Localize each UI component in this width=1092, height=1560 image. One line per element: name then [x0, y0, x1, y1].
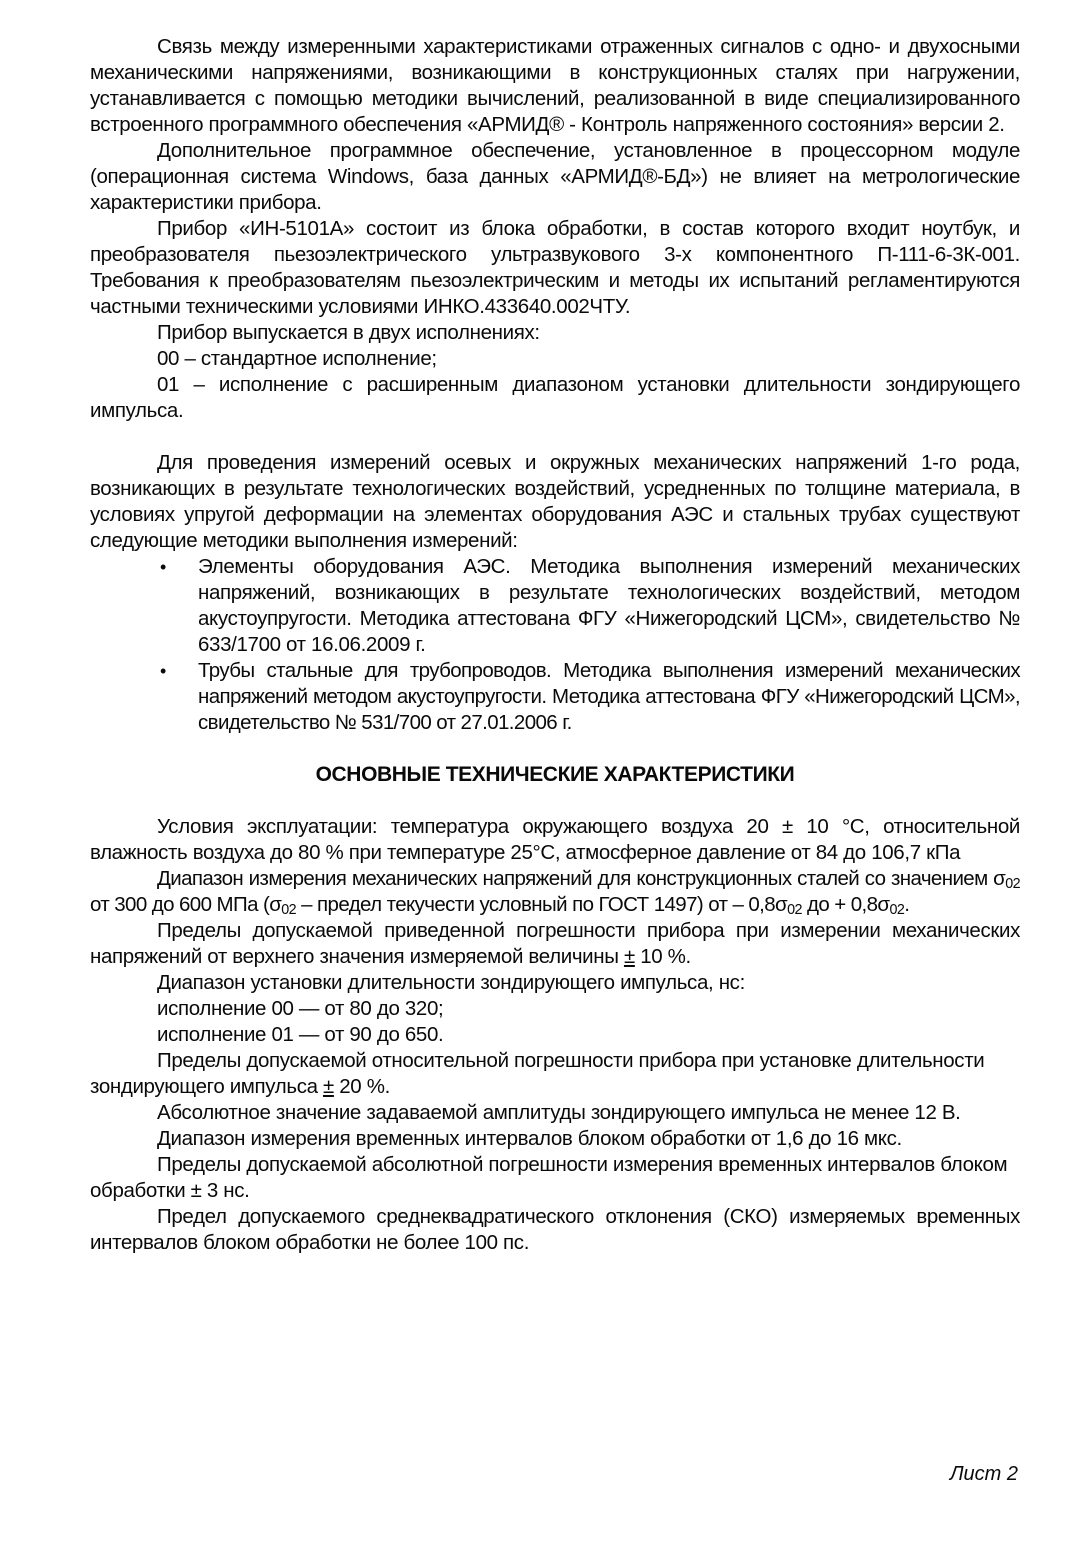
spec-pulse-duration-title: Диапазон установки длительности зондирующего импульса, нс:	[157, 971, 745, 994]
spec-pulse-duration-01: исполнение 01 — от 90 до 650.	[157, 1023, 444, 1046]
section-heading: ОСНОВНЫЕ ТЕХНИЧЕСКИЕ ХАРАКТЕРИСТИКИ	[315, 763, 795, 786]
method-npp-text: Элементы оборудования АЭС. Методика выполнения измерений механических напряжений, возникающих в результате технологических воздействий, методом акустоупругости. Методика аттестована ФГУ «Нижегородский ЦСМ», свидетельство № 633/1700 от 16.06.2009 г.	[198, 555, 1020, 656]
spec-time-interval-range: Диапазон измерения временных интервалов блоком обработки от 1,6 до 16 мкс.	[157, 1127, 902, 1150]
document-page	[90, 34, 1020, 1256]
paragraph-methods-intro: Для проведения измерений осевых и окружных механических напряжений 1-го рода, возникающих в результате технологических воздействий, усредненных по толщине материала, в условиях упругой деформации на элементах оборудования АЭС и стальных трубах существуют следующие методики выполнения измерений:	[90, 451, 1020, 552]
method-pipes-text: Трубы стальные для трубопроводов. Методика выполнения измерений механических напряжений методом акустоупругости. Методика аттестована ФГУ «Нижегородский ЦСМ», свидетельство № 531/700 от 27.01.2006 г.	[198, 659, 1020, 734]
sigma-subscript: 02	[1005, 876, 1020, 892]
paragraph-software-method: Связь между измеренными характеристиками отраженных сигналов с одно- и двухосными механическими напряжениями, возникающими в конструкционных сталях при нагружении, устанавливается с помощью методики вычислений, реализованной в виде специализированного встроенного программного обеспечения «АРМИД® - Контроль напряженного состояния» версии 2.	[90, 35, 1020, 136]
reduced-error-text: Пределы допускаемой приведенной погрешности прибора при измерении механических напряжений от верхнего значения измеряемой величины	[90, 919, 1020, 968]
methods-list	[90, 554, 1020, 736]
stress-range-text-1: Диапазон измерения механических напряжений для конструкционных сталей со значением σ	[157, 867, 1006, 890]
list-item-method-pipes	[160, 658, 1020, 736]
sigma-subscript: 02	[281, 902, 297, 918]
pulse-error-value: 20 %.	[333, 1075, 390, 1098]
stress-range-text-4: до + 0,8σ	[801, 893, 890, 916]
sigma-subscript: 02	[889, 902, 905, 918]
paragraph-version-00: 00 – стандартное исполнение;	[157, 347, 437, 370]
bullet-icon: •	[160, 557, 166, 577]
stress-range-text-2: от 300 до 600 МПа (σ	[90, 893, 282, 916]
spec-time-interval-error: Пределы допускаемой абсолютной погрешности измерения временных интервалов блоком обработки ± 3 нс.	[90, 1153, 1008, 1202]
spec-stress-range	[90, 866, 1020, 918]
paragraph-version-01: 01 – исполнение с расширенным диапазоном установки длительности зондирующего импульса.	[90, 373, 1020, 422]
spec-pulse-duration-00: исполнение 00 — от 80 до 320;	[157, 997, 444, 1020]
paragraph-additional-software: Дополнительное программное обеспечение, установленное в процессорном модуле (операционная система Windows, база данных «АРМИД®-БД») не влияет на метрологические характеристики прибора.	[90, 139, 1020, 214]
sigma-subscript: 02	[787, 902, 802, 918]
spec-operating-conditions: Условия эксплуатации: температура окружающего воздуха 20 ± 10 °С, относительной влажность воздуха до 80 % при температуре 25°С, атмосферное давление от 84 до 106,7 кПа	[90, 815, 1020, 864]
spec-pulse-amplitude: Абсолютное значение задаваемой амплитуды зондирующего импульса не менее 12 В.	[157, 1101, 961, 1124]
plus-minus-sign: ±	[323, 1075, 334, 1098]
paragraph-device-composition: Прибор «ИН-5101А» состоит из блока обработки, в состав которого входит ноутбук, и преобразователя пьезоэлектрического ультразвукового 3-х компонентного П-111-6-3К-001. Требования к преобразователям пьезоэлектрическим и методы их испытаний регламентируются частными техническими условиями ИНКО.433640.002ЧТУ.	[90, 217, 1020, 318]
spec-pulse-duration-error	[90, 1048, 1020, 1100]
spec-reduced-error	[90, 918, 1020, 970]
list-item-method-npp	[160, 554, 1020, 658]
pulse-error-text: Пределы допускаемой относительной погрешности прибора при установке длительности зондирующего импульса	[90, 1049, 985, 1098]
paragraph-spacer	[90, 424, 1020, 450]
sheet-number: Лист 2	[949, 1463, 1018, 1485]
stress-range-text-3: – предел текучести условный по ГОСТ 1497) от – 0,8σ	[296, 893, 788, 916]
stress-range-text-5: .	[904, 893, 910, 916]
bullet-icon: •	[160, 661, 166, 681]
spec-time-interval-sko: Предел допускаемого среднеквадратического отклонения (СКО) измеряемых временных интервалов блоком обработки не более 100 пс.	[90, 1205, 1020, 1254]
reduced-error-value: 10 %.	[634, 945, 691, 968]
plus-minus-sign: ±	[623, 945, 635, 968]
paragraph-versions-intro: Прибор выпускается в двух исполнениях:	[157, 321, 540, 344]
